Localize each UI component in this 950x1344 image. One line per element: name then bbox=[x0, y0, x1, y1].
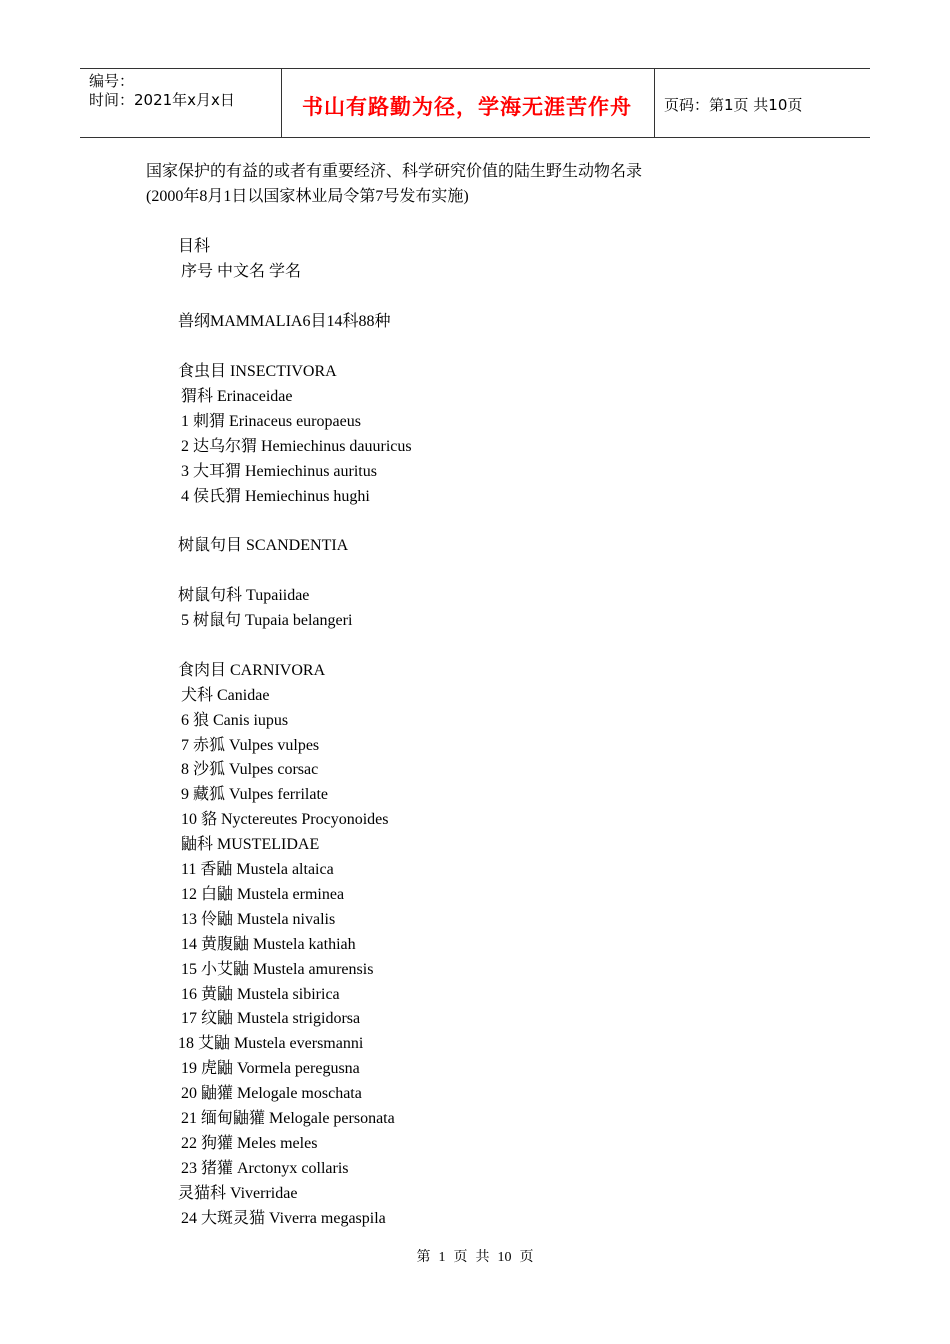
species-entry: 13 伶鼬 Mustela nivalis bbox=[181, 911, 336, 928]
document-title: 国家保护的有益的或者有重要经济、科学研究价值的陆生野生动物名录 bbox=[146, 163, 643, 180]
species-entry: 2 达乌尔猬 Hemiechinus dauuricus bbox=[181, 438, 412, 455]
species-entry: 11 香鼬 Mustela altaica bbox=[181, 861, 334, 878]
footer-page-number: 1 bbox=[438, 1250, 446, 1265]
taxon-heading: 灵猫科 Viverridae bbox=[178, 1185, 298, 1202]
page-info: 页码：第1页 共10页 bbox=[664, 96, 803, 114]
column-headers: 序号 中文名 学名 bbox=[181, 263, 302, 280]
species-entry: 4 侯氏猬 Hemiechinus hughi bbox=[181, 488, 370, 505]
footer-word: 页 bbox=[519, 1250, 534, 1265]
taxon-heading: 树鼠句目 SCANDENTIA bbox=[178, 537, 349, 554]
species-entry: 19 虎鼬 Vormela peregusna bbox=[181, 1060, 360, 1077]
taxon-heading: 猬科 Erinaceidae bbox=[181, 388, 293, 405]
taxon-heading: 鼬科 MUSTELIDAE bbox=[181, 836, 320, 853]
taxon-heading: 食肉目 CARNIVORA bbox=[178, 662, 326, 679]
species-entry: 24 大斑灵猫 Viverra megaspila bbox=[181, 1210, 386, 1227]
footer-word: 第 bbox=[416, 1250, 431, 1265]
header-table bbox=[80, 68, 870, 138]
taxon-heading: 食虫目 INSECTIVORA bbox=[178, 363, 337, 380]
species-entry: 22 狗獾 Meles meles bbox=[181, 1135, 318, 1152]
column-group-label: 目科 bbox=[178, 238, 211, 255]
taxon-heading: 犬科 Canidae bbox=[181, 687, 270, 704]
species-entry: 14 黄腹鼬 Mustela kathiah bbox=[181, 936, 356, 953]
footer-word: 页 bbox=[453, 1250, 468, 1265]
species-entry: 15 小艾鼬 Mustela amurensis bbox=[181, 961, 374, 978]
species-entry: 5 树鼠句 Tupaia belangeri bbox=[181, 612, 353, 629]
species-entry: 16 黄鼬 Mustela sibirica bbox=[181, 986, 340, 1003]
class-line: 兽纲MAMMALIA6目14科88种 bbox=[178, 313, 391, 330]
species-entry: 9 藏狐 Vulpes ferrilate bbox=[181, 786, 328, 803]
motto-text: 书山有路勤为径，学海无涯苦作舟 bbox=[302, 95, 632, 119]
species-entry: 7 赤狐 Vulpes vulpes bbox=[181, 737, 320, 754]
header-motto-cell bbox=[282, 69, 655, 137]
header-meta-cell bbox=[80, 69, 282, 137]
species-entry: 3 大耳猬 Hemiechinus auritus bbox=[181, 463, 377, 480]
species-entry: 23 猪獾 Arctonyx collaris bbox=[181, 1160, 349, 1177]
document-subtitle: (2000年8月1日以国家林业局令第7号发布实施) bbox=[146, 188, 469, 205]
species-entry: 12 白鼬 Mustela erminea bbox=[181, 886, 345, 903]
species-entry: 17 纹鼬 Mustela strigidorsa bbox=[181, 1010, 361, 1027]
species-entry: 1 刺猬 Erinaceus europaeus bbox=[181, 413, 361, 430]
taxon-heading: 树鼠句科 Tupaiidae bbox=[178, 587, 310, 604]
footer-word: 共 bbox=[475, 1250, 490, 1265]
species-entry: 6 狼 Canis iupus bbox=[181, 712, 289, 729]
number-label: 编号： bbox=[89, 72, 135, 90]
species-entry: 20 鼬獾 Melogale moschata bbox=[181, 1085, 362, 1102]
page-footer bbox=[0, 1246, 950, 1266]
time-label: 时间：2021年x月x日 bbox=[89, 91, 235, 109]
species-entry: 21 缅甸鼬獾 Melogale personata bbox=[181, 1110, 395, 1127]
footer-total-pages: 10 bbox=[497, 1250, 512, 1265]
species-entry: 18 艾鼬 Mustela eversmanni bbox=[178, 1035, 364, 1052]
header-page-cell bbox=[655, 69, 870, 137]
species-entry: 8 沙狐 Vulpes corsac bbox=[181, 761, 319, 778]
species-entry: 10 貉 Nyctereutes Procyonoides bbox=[181, 811, 389, 828]
